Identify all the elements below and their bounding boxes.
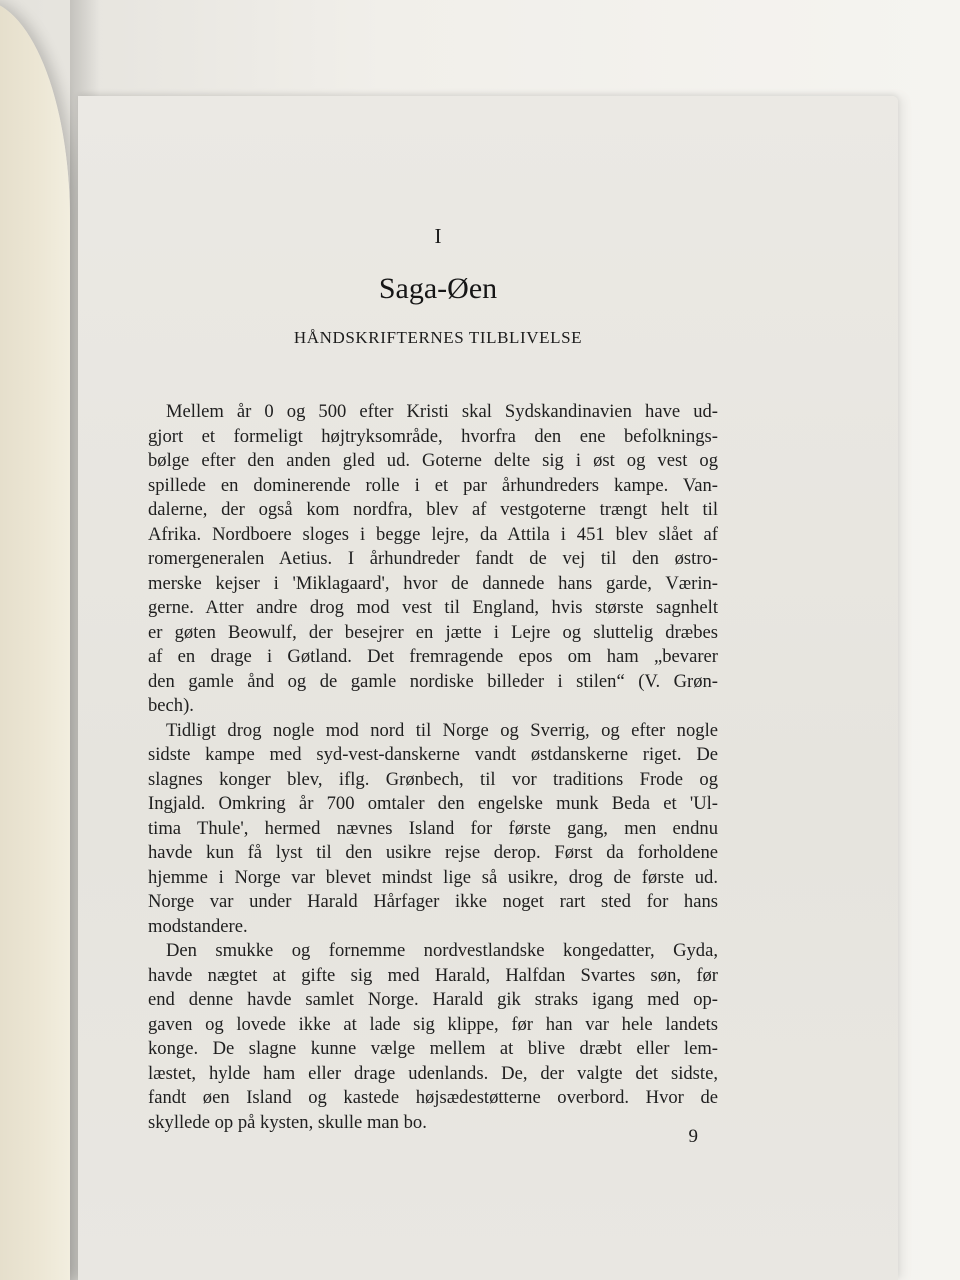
text-line: læstet, hylde ham eller drage udenlands. De, der valgte det sidste, <box>148 1062 718 1084</box>
text-line: spillede en dominerende rolle i et par århundreders kampe. Van- <box>148 474 718 496</box>
chapter-title: Saga-Øen <box>378 272 498 305</box>
text-line: Afrika. Nordboere sloges i begge lejre, da Attila i 451 blev slået af <box>148 523 718 545</box>
page-number: 9 <box>688 1126 698 1147</box>
text-line: Mellem år 0 og 500 efter Kristi skal Sydskandinavien have ud- <box>166 401 718 422</box>
text-line: merske kejser i 'Miklagaard', hvor de dannede hans garde, Værin- <box>148 572 718 594</box>
text-line: skyllede op på kysten, skulle man bo. <box>148 1111 427 1133</box>
paragraph <box>148 719 718 940</box>
text-line: tima Thule', hermed nævnes Island for første gang, men endnu <box>148 817 718 839</box>
book-page <box>78 96 898 1280</box>
text-line: Norge var under Harald Hårfager ikke noget rart sted for hans <box>148 891 718 912</box>
text-line: er gøten Beowulf, der besejrer en jætte i Lejre og sluttelig dræbes <box>148 621 718 643</box>
text-line: Tidligt drog nogle mod nord til Norge og Sverrig, og efter nogle <box>166 719 718 741</box>
previous-page-edge <box>0 0 70 1280</box>
chapter-number: I <box>434 224 442 248</box>
text-line: gjort et formeligt højtryksområde, hvorfra den ene befolknings- <box>148 425 718 447</box>
text-line: havde nægtet at gifte sig med Harald, Halfdan Svartes søn, før <box>148 964 718 986</box>
text-line: konge. De slagne kunne vælge mellem at blive dræbt eller lem- <box>148 1038 718 1059</box>
text-line: bølge efter den anden gled ud. Goterne delte sig i øst og vest og <box>148 450 718 471</box>
text-line: romergeneralen Aetius. I århundreder fandt de vej til den østro- <box>148 548 718 569</box>
text-line: slagnes konger blev, iflg. Grønbech, til vor traditions Frode og <box>148 768 718 790</box>
text-line: af en drage i Gøtland. Det fremragende epos om ham „bevarer <box>148 646 718 667</box>
text-line: hjemme i Norge var blevet mindst lige så usikre, drog de første ud. <box>148 866 718 888</box>
text-line: gerne. Atter andre drog mod vest til England, hvis største sagnhelt <box>148 597 718 618</box>
body-text <box>148 400 718 1135</box>
paragraph <box>148 400 718 719</box>
text-line: havde kun få lyst til den usikre rejse derop. Først da forholdene <box>148 842 718 863</box>
text-line: gaven og lovede ikke at lade sig klippe, før han var hele landets <box>148 1013 718 1035</box>
text-line: modstandere. <box>148 915 248 937</box>
text-line: dalerne, der også kom nordfra, blev af vestgoterne trængt helt til <box>148 499 718 520</box>
text-line: bech). <box>148 695 194 716</box>
section-heading: HÅNDSKRIFTERNES TILBLIVELSE <box>293 328 583 347</box>
paragraph <box>148 939 718 1135</box>
text-line: end denne havde samlet Norge. Harald gik straks igang med op- <box>148 989 718 1010</box>
text-line: den gamle ånd og de gamle nordiske billeder i stilen“ (V. Grøn- <box>148 670 718 692</box>
text-line: sidste kampe med syd-vest-danskerne vandt østdanskerne riget. De <box>148 744 718 765</box>
text-line: Ingjald. Omkring år 700 omtaler den engelske munk Beda et 'Ul- <box>148 793 718 814</box>
text-line: fandt øen Island og kastede højsædestøtterne overbord. Hvor de <box>148 1087 718 1108</box>
text-line: Den smukke og fornemme nordvestlandske kongedatter, Gyda, <box>166 940 718 961</box>
